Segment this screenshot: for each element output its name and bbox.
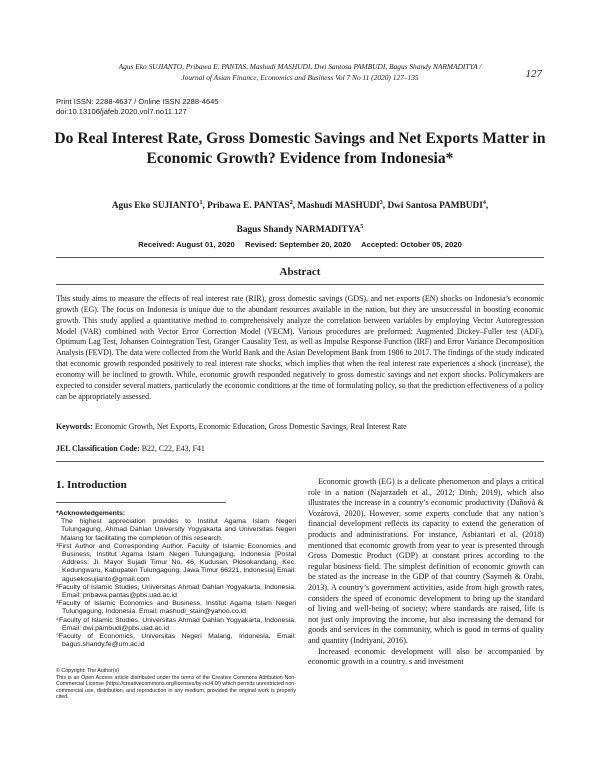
revised-date: Revised: September 20, 2020: [244, 240, 351, 249]
author-affiliation-mark: 2: [289, 200, 293, 206]
author-name: Mashudi MASHUDI: [297, 201, 380, 212]
author-affiliation-mark: 4: [482, 200, 486, 206]
page-number: 127: [525, 68, 542, 80]
abstract-heading-rule: [56, 284, 544, 285]
author-name: Pribawa E. PANTAS: [207, 201, 290, 212]
affiliation-footnote: ⁵Faculty of Economics, Universitas Negeri Malang, Indonesia. Email: bagus.shandy.fe@um.ac.id: [56, 633, 296, 649]
author-line-2: [40, 217, 560, 241]
jel-line: [56, 444, 544, 453]
copyright-block: [56, 668, 296, 701]
author-name: Bagus Shandy NARMADITYA: [236, 225, 361, 236]
footnote-rule: [56, 502, 226, 503]
abstract-bottom-rule: [56, 461, 544, 462]
paper-title-line1: Do Real Interest Rate, Gross Domestic Savings and Net Exports Matter in: [54, 130, 546, 147]
author-separator: ,: [202, 201, 208, 212]
doi-line: doi:10.13106/jafeb.2020.vol7.no11.127: [56, 107, 187, 116]
jel-codes: B22, C22, E43, F41: [141, 444, 205, 453]
accepted-date: Accepted: October 05, 2020: [361, 240, 462, 249]
author-affiliation-mark: 1: [199, 200, 203, 206]
issn-line: Print ISSN: 2288-4637 / Online ISSN 2288-4645: [56, 97, 219, 106]
keywords-label: Keywords:: [56, 422, 93, 431]
abstract-top-rule: [56, 257, 544, 258]
license-text: This is an Open Access article distributed under the terms of the Creative Commons Attribution Non-Commercial License (https://creativecommons.org/licenses/by-nc/4.0/) which permits unrestricted non-commercial use, distribution, and reproduction in any medium, provided the original work is properly cited.: [56, 674, 296, 700]
abstract-heading: Abstract: [279, 266, 321, 278]
author-affiliation-mark: 3: [379, 200, 383, 206]
keywords-text: Economic Growth, Net Exports, Economic Education, Gross Domestic Savings, Real Interest Rate: [94, 422, 407, 431]
affiliation-footnote: ³Faculty of Islamic Economics and Business, Institut Agama Islam Negeri Tulungagung, Indonesia. Email: mashudi_stain@yahoo.co.id: [56, 600, 296, 616]
author-list: [40, 193, 560, 241]
running-header: [0, 61, 600, 83]
issn-block: [56, 97, 219, 117]
acknowledgements-text: The highest appreciation provides to Institut Agama Islam Negeri Tulungagung, Ahmad Dahlan University Yogyakarta and Universitas Negeri Malang for facilitating the completion of this research.: [61, 518, 296, 542]
copyright-line: © Copyright: The Author(s): [56, 668, 119, 674]
author-separator: ,: [292, 201, 298, 212]
author-line-1: [40, 193, 560, 217]
author-affiliation-mark: 5: [360, 224, 364, 231]
acknowledgements-heading: *Acknowledgements:: [56, 510, 126, 517]
keywords-line: [56, 422, 544, 431]
received-date: Received: August 01, 2020: [138, 240, 235, 249]
author-separator: ,: [485, 201, 489, 212]
affiliation-footnote: ²Faculty of Islamic Studies, Universitas Ahmad Dahlan Yogyakarta, Indonesia. Email: pribawa.pantas@pbs.uad.ac.id: [56, 583, 296, 600]
introduction-body: [308, 477, 544, 668]
author-separator: ,: [382, 201, 388, 212]
jel-label: JEL Classification Code:: [56, 444, 140, 453]
footnotes: [56, 510, 296, 649]
affiliation-footnote: ⁴Faculty of Islamic Studies, Universitas Ahmad Dahlan Yogyakarta, Indonesia. Email: dwi.pambudi@pbs.uad.ac.id: [56, 616, 296, 632]
paper-title: [40, 129, 560, 169]
running-header-authors: Agus Eko SUJIANTO, Pribawa E. PANTAS, Mashudi MASHUDI, Dwi Santosa PAMBUDI, Bagus Shandy NARMADITYA /: [118, 62, 482, 71]
introduction-paragraph: Increased economic development will also be accompanied by economic growth in a country. s and investment: [308, 646, 544, 667]
author-name: Agus Eko SUJIANTO: [111, 201, 200, 212]
introduction-paragraph: Economic growth (EG) is a delicate phenomenon and plays a critical role in a nation (Najarzadeh et al., 2012; Dinh, 2019), which also illustrates the increase in a country’s economic productivity (Daňová & Vozárová, 2020). However, some experts conclude that any nation’s financial development reflects its capacity to extend the generation of products and administrations. For instance, Asbiantari et al. (2018) mentioned that economic growth from year to year is presented through Gross Domestic Product (GDP) at constant prices according to the regular business field. The simplest definition of economic growth can be stated as the increase in the GDP of that country (Saymeh & Orabi, 2013). A country’s government activities, aside from high growth rates, considers the speed of economic development to bring up the standard of living and well-being of society; where standards are raised, life is not just only improving the income, but also increasing the demand for goods and services in the community, which is good in terms of quality and quantity (Indriyani, 2016).: [308, 477, 544, 645]
running-header-journal: Journal of Asian Finance, Economics and Business Vol 7 No 11 (2020) 127–135: [181, 73, 419, 82]
submission-dates: [40, 240, 560, 249]
affiliation-footnote: ¹First Author and Corresponding Author. Faculty of Islamic Economics and Business, Institut Agama Islam Negeri Tulungagung, Indonesia [Postal Address: Jl. Mayor Sujadi Timur No. 46, Kudusan, Plosokandang, Kec. Kedungwaru, Kabupaten Tulungagung, Jawa Timur 66221, Indonesia] Email: agusekosujianto@gmail.com: [56, 542, 296, 583]
introduction-heading: 1. Introduction: [56, 479, 127, 491]
author-name: Dwi Santosa PAMBUDI: [387, 201, 483, 212]
paper-title-line2: Economic Growth? Evidence from Indonesia*: [146, 150, 454, 167]
abstract-body: This study aims to measure the effects of real interest rate (RIR), gross domestic savings (GDS), and net exports (EN) shocks on Indonesia’s economic growth (EG). The focus on Indonesia is unique due to the abundant resources available in the nation, but they are unsuccessful in boosting economic growth. This study applied a quantitative method to comprehensively analyze the correlation between variables by employing Vector Autoregression Model (VAR) combined with Vector Error Correction Model (VECM). Various procedures are preformed: Augmented Dickey–Fuller test (ADF), Optimum Lag Test, Johansen Cointegration Test, Granger Causality Test, as well as Impulse Response Function (IRF) and Error Variance Decomposition Analysis (FEVD). The data were collected from the World Bank and the Asian Development Bank from 1986 to 2017. The findings of the study indicated that economic growth responded positively to real interest rate shocks, which implies that when the real interest rate experiences a shock (increase), the economy will be inclined to growth. While, economic growth responded negatively to gross domestic savings and net export shocks. Policymakers are expected to consider several matters, particularly the economic conditions at the time of formulating policy, so that the prediction effectiveness of a policy can be appropriately assessed.: [56, 294, 544, 401]
